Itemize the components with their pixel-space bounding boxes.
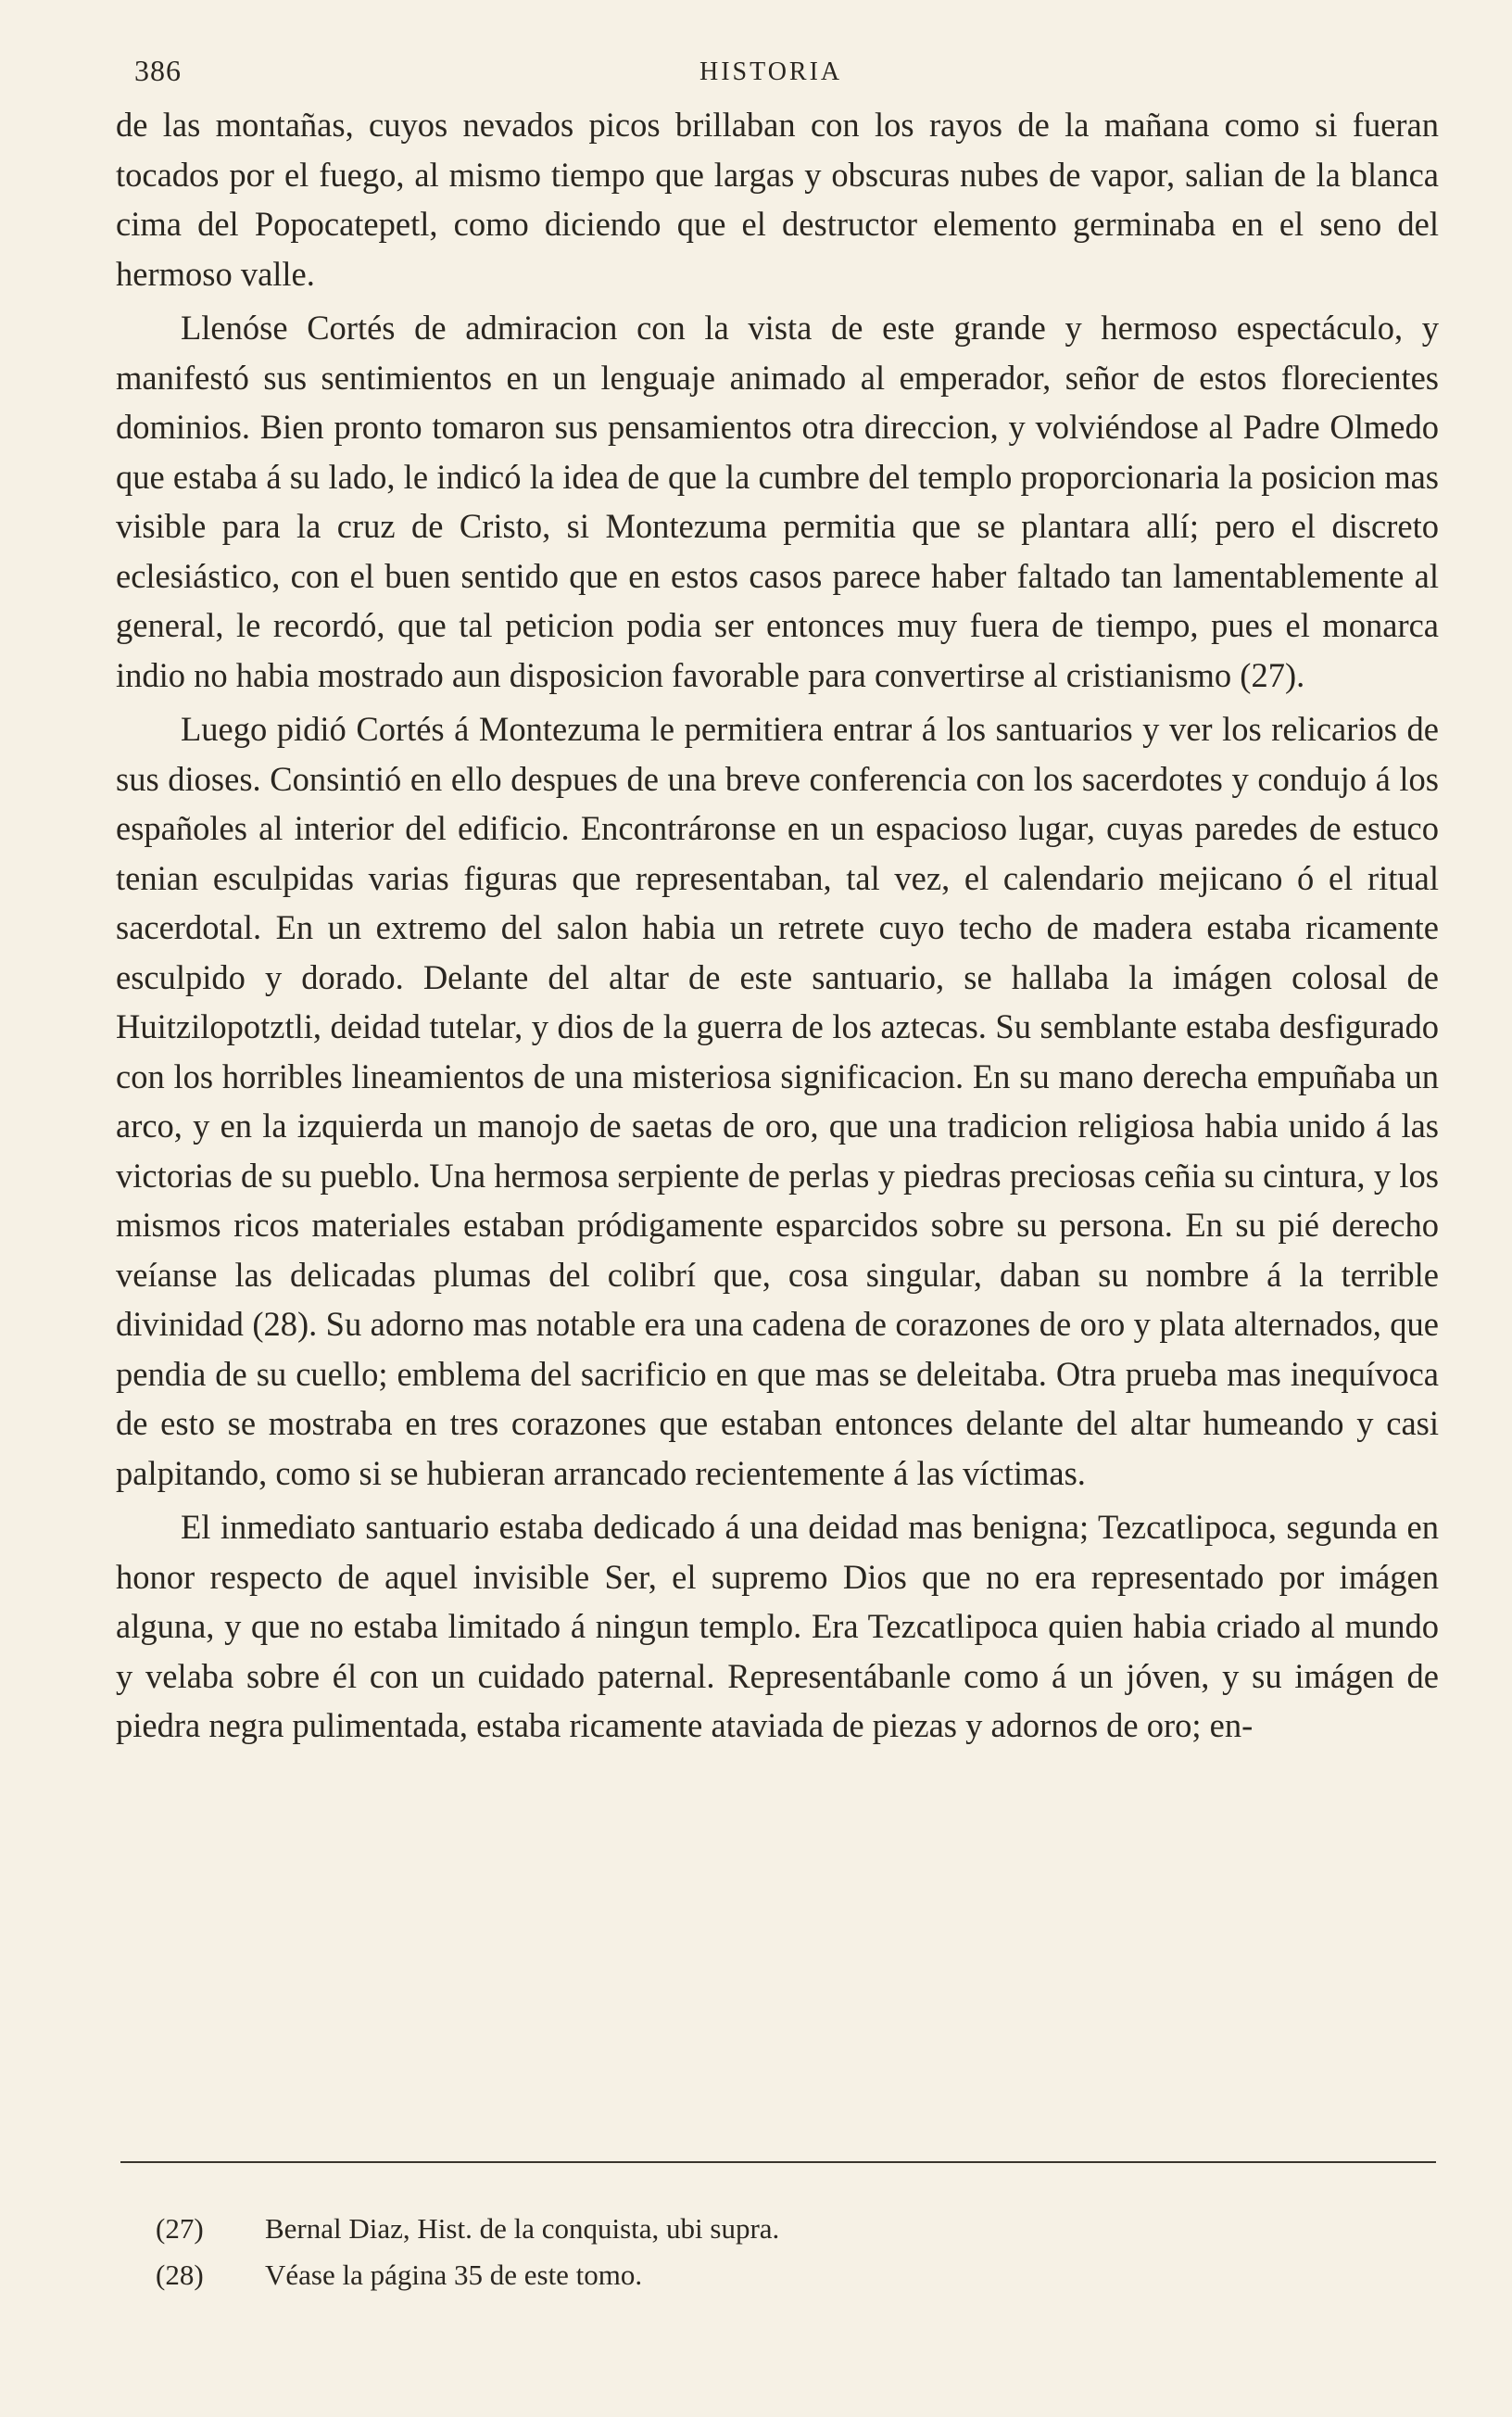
paragraph-4: El inmediato santuario estaba dedicado á una deidad mas benigna; Tezcatlipoca, segunda en honor respecto de aquel invisible Ser, el supremo Dios que no era representado por imágen alguna, y que no estaba limitado á ningun templo. Era Tezcatlipoca quien habia criado al mundo y velaba sobre él con un cuidado paternal. Representábanle como á un jóven, y su imágen de piedra negra pulimentada, estaba ricamente ataviada de piezas y adornos de oro; en- — [116, 1508, 1439, 1744]
footnote-text: Bernal Diaz, Hist. de la conquista, ubi supra. — [265, 2212, 780, 2245]
footnote-marker: (28) — [156, 2259, 204, 2291]
running-head — [134, 54, 1441, 91]
footnotes — [156, 2206, 1360, 2298]
page-number: 386 — [134, 54, 182, 87]
footnote-marker: (27) — [156, 2212, 204, 2245]
paragraph-1: de las montañas, cuyos nevados picos brillaban con los rayos de la mañana como si fueran tocados por el fuego, al mismo tiempo que largas y obscuras nubes de vapor, salian de la blanca cima del Popocatepetl, como diciendo que el destructor elemento germinaba en el seno del hermoso valle. — [116, 106, 1439, 293]
footnote-27 — [156, 2206, 1360, 2252]
running-title: HISTORIA — [699, 57, 843, 86]
paragraph-3: Luego pidió Cortés á Montezuma le permitiera entrar á los santuarios y ver los relicarios de sus dioses. Consintió en ello despues de una breve conferencia con los sacerdotes y condujo á los españoles al interior del edificio. Encontráronse en un espacioso lugar, cuyas paredes de estuco tenian esculpidas varias figuras que representaban, tal vez, el calendario mejicano ó el ritual sacerdotal. En un extremo del salon habia un retrete cuyo techo de madera estaba ricamente esculpido y dorado. Delante del altar de este santuario, se hallaba la imágen colosal de Huitzilopotztli, deidad tutelar, y dios de la guerra de los aztecas. Su semblante estaba desfigurado con los horribles lineamientos de una misteriosa significacion. En su mano derecha empuñaba un arco, y en la izquierda un manojo de saetas de oro, que una tradicion religiosa habia unido á las victorias de su pueblo. Una hermosa serpiente de perlas y piedras preciosas ceñia su cintura, y los mismos ricos materiales estaban pródigamente esparcidos sobre su persona. En su pié derecho veíanse las delicadas plumas del colibrí que, cosa singular, daban su nombre á la terrible divinidad (28). Su adorno mas notable era una cadena de corazones de oro y plata alternados, que pendia de su cuello; emblema del sacrificio en que mas se deleitaba. Otra prueba mas inequívoca de esto se mostraba en tres corazones que estaban entonces delante del altar humeando y casi palpitando, como si se hubieran arrancado recientemente á las víctimas. — [116, 710, 1439, 1492]
paragraph-2: Llenóse Cortés de admiracion con la vista de este grande y hermoso espectáculo, y manifestó sus sentimientos en un lenguaje animado al emperador, señor de estos florecientes dominios. Bien pronto tomaron sus pensamientos otra direccion, y volviéndose al Padre Olmedo que estaba á su lado, le indicó la idea de que la cumbre del templo proporcionaria la posicion mas visible para la cruz de Cristo, si Montezuma permitia que se plantara allí; pero el discreto eclesiástico, con el buen sentido que en estos casos parece haber faltado tan lamentablemente al general, le recordó, que tal peticion podia ser entonces muy fuera de tiempo, pues el monarca indio no habia mostrado aun disposicion favorable para convertirse al cristianismo (27). — [116, 309, 1439, 694]
footnote-text: Véase la página 35 de este tomo. — [265, 2259, 643, 2291]
footnote-28 — [156, 2252, 1360, 2298]
body-text — [116, 100, 1439, 1755]
footnote-divider — [120, 2161, 1436, 2163]
